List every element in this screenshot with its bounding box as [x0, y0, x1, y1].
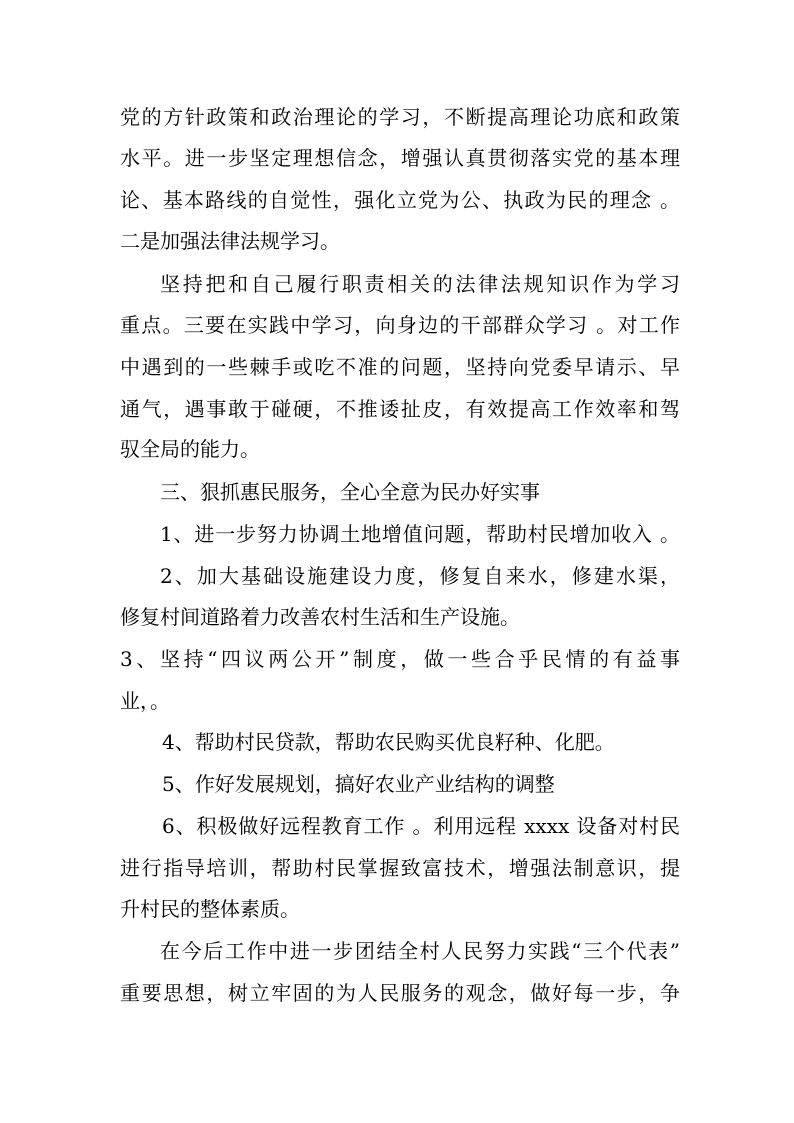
list-item-6-line-3: 升村民的整体素质。 [120, 897, 300, 921]
paragraph-line-7: 中遇到的一些棘手或吃不准的问题，坚持向党委早请示、早 [120, 355, 680, 379]
list-item-2-line-2: 修复村间道路着力改善农村生活和生产设施。 [120, 605, 520, 629]
section-heading: 三、狠抓惠民服务，全心全意为民办好实事 [160, 480, 540, 504]
paragraph-line-5: 坚持把和自己履行职责相关的法律法规知识作为学习 [160, 272, 680, 296]
paragraph-line-2: 水平。进一步坚定理想信念，增强认真贯彻落实党的基本理 [120, 146, 680, 170]
paragraph-line-3: 论、基本路线的自觉性，强化立党为公、执政为民的理念 。 [120, 188, 680, 212]
paragraph-line-8: 通气，遇事敢于碰硬，不推诿扯皮，有效提高工作效率和驾 [120, 397, 680, 421]
closing-paragraph-line-2: 重要思想，树立牢固的为人民服务的观念，做好每一步，争 [120, 981, 680, 1005]
list-item-2-line-1: 2、加大基础设施建设力度，修复自来水，修建水渠， [160, 564, 680, 588]
list-item-5: 5、作好发展规划，搞好农业产业结构的调整 [162, 772, 555, 796]
list-item-3-line-1: 3、坚持“四议两公开”制度，做一些合乎民情的有益事 [120, 647, 680, 671]
list-item-1: 1、进一步努力协调土地增值问题，帮助村民增加收入 。 [160, 522, 680, 546]
paragraph-line-6: 重点。三要在实践中学习，向身边的干部群众学习 。对工作 [120, 313, 680, 337]
paragraph-line-4: 二是加强法律法规学习。 [120, 229, 340, 253]
paragraph-line-1: 党的方针政策和政治理论的学习，不断提高理论功底和政策 [120, 105, 680, 129]
closing-paragraph-line-1: 在今后工作中进一步团结全村人民努力实践“三个代表” [160, 939, 680, 963]
paragraph-line-9: 驭全局的能力。 [120, 437, 260, 461]
list-item-3-line-2: 业，。 [120, 689, 170, 713]
list-item-4: 4、帮助村民贷款，帮助农民购买优良籽种、化肥。 [162, 730, 615, 754]
list-item-6-line-2: 进行指导培训，帮助村民掌握致富技术，增强法制意识，提 [120, 856, 680, 880]
list-item-6-line-1: 6、积极做好远程教育工作 。利用远程 xxxx 设备对村民 [162, 814, 680, 838]
